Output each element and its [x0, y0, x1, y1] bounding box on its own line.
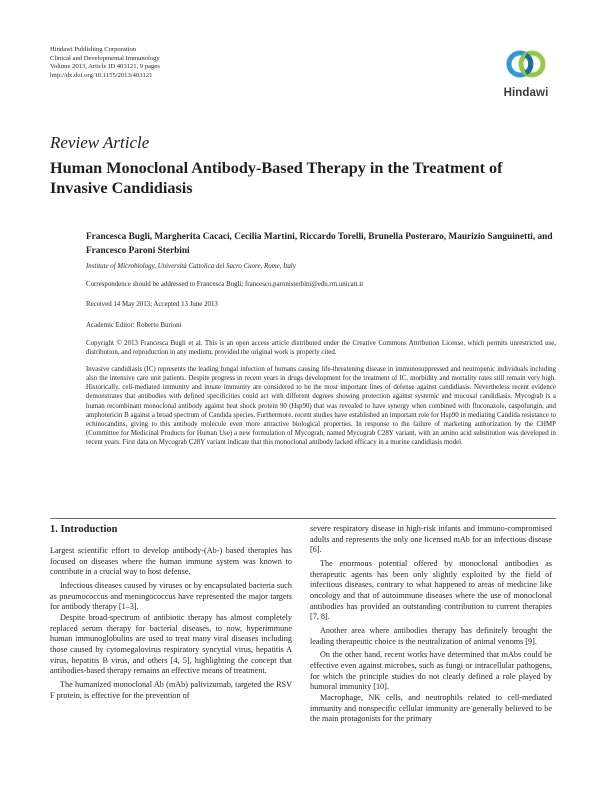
affiliation: Institute of Microbiology, Università Cattolica del Sacro Cuore, Rome, Italy	[86, 263, 296, 270]
body-paragraph: Despite broad-spectrum of antibiotic therapy has almost completely replaced serum therapy for bacterial diseases, to now, hyperimmune human immunoglobulins are used to treat many viral diseases including those caused by cytomegalovirus respiratory syncytial virus, hepatitis A virus, hepatitis B virus, and others [4, 5], highlighting the concept that antibodies-based therapy remains an effective means of treatment.	[50, 612, 292, 676]
doi-link[interactable]: http://dx.doi.org/10.1155/2013/403121	[50, 71, 153, 79]
body-paragraph: The enormous potential offered by monoclonal antibodies as therapeutic agents has been only slightly exploited by the field of infectious diseases, contrary to what happened to areas of medicine like oncology and that of autoimmune diseases where the use of monoclonal antibodies has provided an outstanding contribution to current therapies [7, 8].	[310, 558, 552, 622]
section-divider	[50, 518, 556, 519]
volume-info: Volume 2013, Article ID 403121, 9 pages	[50, 63, 160, 71]
body-paragraph: Another area where antibodies therapy has definitely brought the leading therapeutic choice is the neutralization of animal venoms [9].	[310, 625, 552, 646]
body-paragraph: Infectious diseases caused by viruses or by encapsulated bacteria such as pneumococcus and meningococcus have represented the major targets for antibody therapy [1–3].	[50, 580, 292, 612]
hindawi-logo	[496, 46, 556, 108]
academic-editor: Academic Editor: Roberto Burioni	[86, 322, 182, 329]
author-list: Francesca Bugli, Margherita Cacaci, Cecilia Martini, Riccardo Torelli, Brunella Posteraro, Maurizio Sanguinetti, and Francesco Paroni Sterbini	[86, 232, 553, 256]
logo-text: Hindawi	[503, 87, 549, 99]
journal-name: Clinical and Developmental Immunology	[50, 54, 160, 62]
section-heading: 1. Introduction	[50, 524, 118, 535]
correspondence: Correspondence should be addressed to Francesca Bugli; francesco.paronisterbini@edu.rm.unicatt.it	[86, 281, 364, 288]
body-paragraph: On the other hand, recent works have determined that mAbs could be effective even against microbes, such as fungi or intracellular pathogens, for which the principle studies do not clearly defined a role played by humoral immunity [10].	[310, 650, 552, 692]
copyright-notice: Copyright © 2013 Francesca Bugli et al. This is an open access article distributed under the Creative Commons Attribution License, which permits unrestricted use, distribution, and reproduction in any medium, provided the original work is properly cited.	[86, 340, 556, 357]
left-column	[50, 524, 292, 701]
received-dates: Received 14 May 2013; Accepted 13 June 2013	[86, 301, 218, 308]
publisher-name: Hindawi Publishing Corporation	[50, 46, 137, 53]
hindawi-rings-icon	[504, 46, 548, 86]
body-paragraph: Largest scientific effort to develop antibody-(Ab-) based therapies has focused on diseases where the human immune system was known to contribute in a crucial way to host defense.	[50, 546, 292, 577]
abstract: Invasive candidiasis (IC) represents the leading fungal infection of humans causing life-threatening disease in immunosuppressed and neutropenic individuals including also the intensive care unit patients. Despite progress in recent years in drugs development for the treatment of IC, morbidity and mortality rates still remain very high. Historically, cell-mediated immunity and innate immunity are considered to be the most important lines of defense against candidiasis. Nevertheless recent evidence demonstrates that antibodies with defined specificities could act with different degrees showing protection against systemic and mucosal candidiasis. Mycograb is a human recombinant monoclonal antibody against heat shock protein 90 (Hsp90) that was revealed to have synergy when combined with fluconazole, caspofungin, and amphotericin B against a broad spectrum of Candida species. Furthermore, recent studies have established an important role for Hsp90 in mediating Candida resistance to echinocandins, giving to this antibody molecule even more attractive biological properties. In response to the failure of marketing authorization by the CHMP (Committee for Medicinal Products for Human Use) a new formulation of Mycograb, named Mycograb C28Y variant, with an amino acid substitution was developed in recent years. First data on Mycograb C28Y variant indicate that this monoclonal antibody lacked efficacy in a murine candidiasis model.	[86, 366, 556, 447]
article-type: Review Article	[50, 133, 150, 152]
body-paragraph: severe respiratory disease in high-risk infants and immuno-compromised adults and represents the only one licensed mAb for an infectious disease [6].	[310, 524, 552, 555]
article-title: Human Monoclonal Antibody-Based Therapy in the Treatment of Invasive Candidiasis	[50, 159, 503, 197]
publisher-info	[50, 46, 310, 80]
right-column	[310, 524, 552, 725]
body-paragraph: Macrophage, NK cells, and neutrophils related to cell-mediated immunity and nonspecific cellular immunity are generally believed to be the main protagonists for the primary	[310, 692, 552, 724]
body-paragraph: The humanized monoclonal Ab (mAb) palivizumab, targeted the RSV F protein, is effective for the prevention of	[50, 679, 292, 700]
